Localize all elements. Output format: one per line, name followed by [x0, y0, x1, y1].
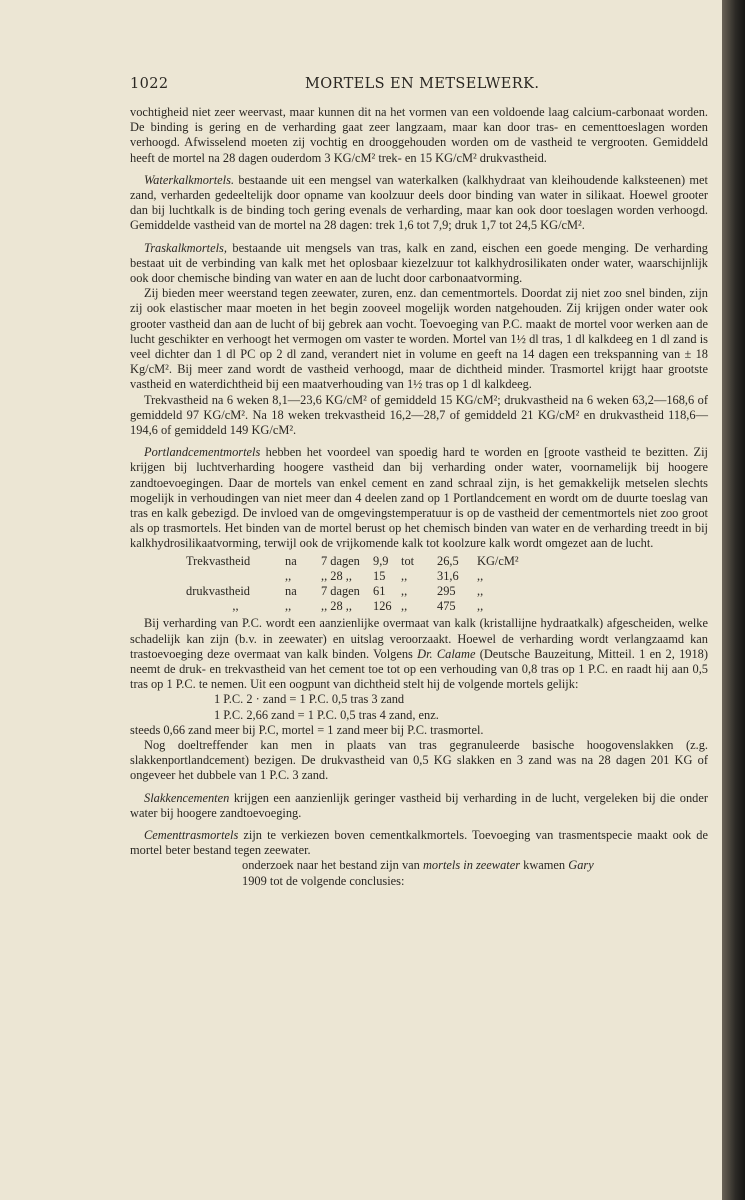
table-cell: 31,6: [437, 568, 459, 583]
term-traskalkmortels: Traskalkmortels,: [144, 240, 227, 255]
table-cell: ,,: [285, 568, 292, 583]
table-cell: ,,: [477, 599, 484, 614]
page-number: 1022: [130, 76, 169, 92]
paragraph-continued: vochtigheid niet zeer weervast, maar kunnen dit na het vormen van een voldoende laag calcium-carbonaat worden. De binding is gering en de verharding gaat zeer langzaam, maar kan door tras- en cementtoeslagen worden verhoogd. Afwisselend moeten zij vochtig en drooggehouden worden om de vastheid te vergrooten. Gemiddeld heeft de mortel na 28 dagen ouderdom 3 KG/cM² trek- en 15 KG/cM² drukvastheid.: [130, 105, 708, 165]
author-calame: Dr. Calame: [417, 646, 476, 661]
table-row: [130, 569, 708, 584]
paragraph-text: hebben het voordeel van spoedig hard te worden en [groote vastheid te bezitten. Zij krijgen bij luchtverharding hoogere vastheid dan bij verharding onder water, voornamelijk bij hoogere zandtoevoegingen. Daar de mortels van enkel cement en zand schraal zijn, is het gemakkelijk metselen slechts mogelijk in verhoudingen van niet meer dan 4 deelen zand op 1 Portlandcement en wordt om de duurte toeslag van tras en kalk gebezigd. De invloed van de omgevingstemperatuur is op de vastheid der cementmortels niet zoo groot als op trasmortels. Het binden van de mortel berust op het chemisch binden van water en de verharding treedt in bij kalkhydrosilikaatvorming, terwijl ook de vrijkomende kalk tot koolzure kalk wordt omgezet aan de lucht.: [130, 445, 708, 551]
paragraph-conclusies: 1909 tot de volgende conclusies:: [242, 873, 405, 888]
table-cell: na: [285, 553, 297, 568]
table-cell: 15: [373, 568, 386, 583]
table-cell: ,,: [401, 599, 408, 614]
body-text: [130, 105, 708, 889]
paragraph-text: zijn te verkiezen boven cementkalkmortels. Toevoeging van trasmentspecie maakt ook de mortel beter bestand tegen zeewater.: [130, 828, 708, 858]
table-cell: 7 dagen: [321, 553, 360, 568]
table-cell: na: [285, 584, 297, 599]
paragraph-text: onderzoek naar het bestand zijn van: [242, 858, 420, 873]
table-cell: 61: [373, 584, 386, 599]
paragraph-waterkalkmortels: [130, 173, 708, 234]
term-slakkencementen: Slakkencementen: [144, 790, 230, 805]
book-spine-shadow: [722, 0, 745, 1200]
term-portlandcementmortels: Portlandcementmortels: [144, 445, 261, 460]
table-cell: 9,9: [373, 553, 389, 568]
table-cell: ,,: [285, 599, 292, 614]
paragraph-text: krijgen een aanzienlijk geringer vastheid bij verharding in de lucht, vergeleken bij die onder water bij hoogere zandtoevoeging.: [130, 790, 708, 820]
table-row: [130, 599, 708, 614]
table-cell: 126: [373, 599, 392, 614]
table-cell: 475: [437, 599, 456, 614]
term-mortels-zeewater: mortels in zeewater: [422, 858, 521, 873]
table-cell: ,,: [477, 584, 484, 599]
paragraph-portlandcementmortels: [130, 445, 708, 551]
table-cell: KG/cM²: [477, 553, 519, 568]
table-row: [130, 554, 708, 569]
table-cell: Trekvastheid: [186, 553, 251, 568]
mix-line: 1 P.C. 2 · zand = 1 P.C. 0,5 tras 3 zand: [214, 692, 405, 707]
paragraph-slakkencementen: [130, 791, 708, 821]
table-row: [130, 584, 708, 599]
paragraph-traskalkmortels: [130, 241, 708, 287]
paragraph-text: bestaande uit een mengsel van waterkalken (kalkhydraat van kleihoudende kalksteenen) met zand, verharden gedeeltelijk door opname van koolzuur deels door binding van water in silikaat. Hoewel grooter dan bij luchtkalk is de binding toch gering evenals de verharding, maar kan ook door toeslagen worden verhoogd. Gemiddelde vastheid van de mortel na 28 dagen: trek 1,6 tot 7,9; druk 1,7 tot 24,5 KG/cM².: [130, 172, 708, 233]
table-cell: [186, 569, 285, 584]
table-cell: tot: [401, 553, 415, 568]
term-cementtrasmortels: Cementtrasmortels: [144, 828, 239, 843]
paragraph-text: Bij verharding van P.C. wordt een aanzienlijke overmaat van kalk (kristallijne hydraatkalk) afgescheiden, welke schadelijk kan zijn (b.v. in zeewater) en uitslag veroorzaakt. Hoewel de verharding wordt verlangzaamd kan trastoevoeging deze overmaat van kalk binden. Volgens: [130, 616, 708, 661]
table-cell: ,,: [232, 599, 239, 614]
paragraph-text: (Deutsche Bauzeitung, Mitteil. 1 en 2, 1918) neemt de druk- en trekvastheid van het cement toe tot op een verhouding van 0,8 tras op 1 P.C. en raadt hij aan 0,5 tras op 1 P.C. te nemen. Uit een oogpunt van dichtheid stelt hij de volgende mortels gelijk:: [130, 646, 709, 692]
paragraph-gary: [130, 858, 708, 873]
table-cell: 295: [437, 584, 456, 599]
paragraph-calame: [130, 616, 708, 692]
strength-table: [130, 554, 708, 615]
table-cell: ,,: [477, 568, 484, 583]
table-cell: ,, 28 ,,: [321, 568, 352, 583]
running-title: MORTELS EN METSELWERK.: [305, 76, 540, 92]
paragraph-slakken: Nog doeltreffender kan men in plaats van tras gegranuleerde basische hoogovenslakken (z.g. slakkenportlandcement) bezigen. De drukvastheid van 0,5 KG slakken en 3 zand was na 28 dagen 201 KG of ongeveer het dubbele van 1 P.C. 3 zand.: [130, 738, 708, 783]
term-waterkalkmortels: Waterkalkmortels.: [144, 172, 235, 187]
paragraph-text: kwamen: [523, 858, 566, 873]
page-header: [130, 76, 710, 94]
paragraph-cementtrasmortels: [130, 828, 708, 858]
table-cell: drukvastheid: [186, 584, 251, 599]
table-cell: ,,: [401, 568, 408, 583]
author-gary: Gary: [568, 858, 594, 873]
paragraph-tras-properties: Zij bieden meer weerstand tegen zeewater, zuren, enz. dan cementmortels. Doordat zij niet zoo snel binden, zijn zij ook elastischer maar moeten in het begin zooveel mogelijk worden natgehouden. Zij krijgen onder water ook grooter vastheid dan aan de lucht of bij gebrek aan vocht. Toevoeging van P.C. maakt de mortel voor werken aan de lucht geschikter en verhoogt het vermogen om vaster te worden. Mortel van 1½ dl tras, 1 dl kalkdeeg en 1 dl zand is veel dichter dan 1 dl PC op 2 dl zand, verandert niet in volume en geeft na 14 dagen een trekspanning van ± 18 Kg/cM². Bij meer zand wordt de vastheid verhoogd, maar de dichtheid minder. Trasmortel krijgt haar grootste vastheid en waterdichtheid bij een maatverhouding van 1½ tras op 1 dl kalkdeeg.: [130, 286, 708, 392]
table-cell: 7 dagen: [321, 584, 360, 599]
paragraph-text: bestaande uit mengsels van tras, kalk en zand, eischen een goede menging. De verharding bestaat uit de verbinding van kalk met het oplosbaar kiezelzuur tot kalkhydrosilikaten onder water, waarschijnlijk ook door chemische binding van water en aan de lucht door carbonaatvorming.: [130, 240, 708, 286]
table-cell: ,, 28 ,,: [321, 599, 352, 614]
paragraph-zand: steeds 0,66 zand meer bij P.C, mortel = 1 zand meer bij P.C. trasmortel.: [130, 722, 484, 737]
mix-line: 1 P.C. 2,66 zand = 1 P.C. 0,5 tras 4 zand, enz.: [214, 707, 439, 722]
table-cell: 26,5: [437, 553, 459, 568]
paragraph-trekvastheid: Trekvastheid na 6 weken 8,1—23,6 KG/cM² of gemiddeld 15 KG/cM²; drukvastheid na 6 weken 63,2—168,6 of gemiddeld 97 KG/cM². Na 18 weken trekvastheid 16,2—28,7 of gemiddeld 21 KG/cM² en drukvastheid 118,6—194,6 of gemiddeld 149 KG/cM².: [130, 392, 708, 438]
table-cell: ,,: [401, 584, 408, 599]
